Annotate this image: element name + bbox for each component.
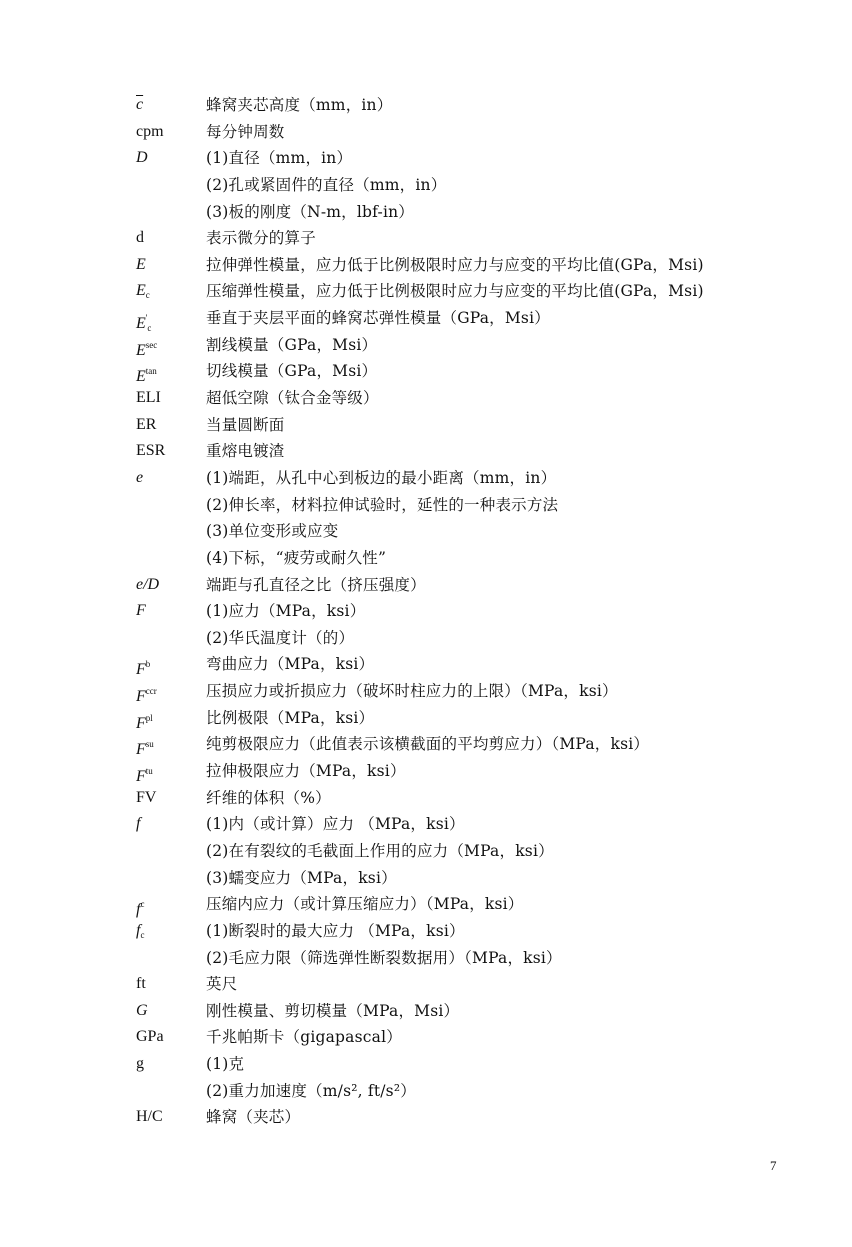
- entry-symbol: [136, 252, 146, 279]
- symbol-entry: [0, 252, 852, 279]
- entry-definition: 刚性模量、剪切模量（MPa，Msi）: [206, 1001, 460, 1020]
- entry-symbol: [136, 438, 165, 465]
- symbol-base: f: [136, 815, 141, 833]
- symbol-entry: [0, 465, 852, 492]
- entry-symbol: [136, 119, 164, 146]
- entry-definition: 千兆帕斯卡（gigapascal）: [206, 1028, 402, 1047]
- entry-definition: (2)在有裂纹的毛截面上作用的应力（MPa，ksi）: [206, 841, 554, 860]
- entry-definition: 超低空隙（钛合金等级）: [206, 389, 379, 408]
- page-number: 7: [770, 1158, 777, 1173]
- entry-definition: 表示微分的算子: [206, 229, 316, 248]
- symbol-entry: [0, 998, 852, 1025]
- entry-definition: 压缩内应力（或计算压缩应力）（MPa，ksi）: [206, 895, 524, 914]
- entry-definition: 割线模量（GPa，Msi）: [206, 335, 378, 354]
- entry-symbol: [136, 811, 140, 838]
- symbol-base: F: [136, 714, 146, 732]
- symbol-entry: [0, 278, 852, 305]
- symbol-superscript: sec: [145, 339, 158, 350]
- symbol-entry: [0, 145, 852, 172]
- symbol-superscript: ccr: [145, 686, 157, 697]
- symbol-entry: [0, 1078, 852, 1105]
- entry-definition: (2)重力加速度（m/s², ft/s²）: [206, 1081, 416, 1100]
- entry-definition: 当量圆断面: [206, 415, 285, 434]
- entry-definition: 纯剪极限应力（此值表示该横截面的平均剪应力）（MPa，ksi）: [206, 735, 650, 754]
- symbol-entry: [0, 518, 852, 545]
- entry-symbol: [136, 145, 148, 172]
- entry-symbol: [136, 412, 156, 439]
- entry-definition: (1)端距，从孔中心到板边的最小距离（mm，in）: [206, 468, 557, 487]
- symbol-base: F: [136, 741, 146, 759]
- entry-definition: 拉伸极限应力（MPa，ksi）: [206, 762, 406, 781]
- entry-symbol: [136, 572, 159, 599]
- symbol-base: ELI: [136, 389, 161, 407]
- entry-definition: (2)伸长率，材料拉伸试验时，延性的一种表示方法: [206, 495, 559, 514]
- symbol-entry: [0, 119, 852, 146]
- entry-definition: (4)下标，“疲劳或耐久性”: [206, 548, 387, 567]
- symbol-subscript: c: [147, 323, 152, 334]
- entry-definition: 英尺: [206, 975, 238, 994]
- entry-definition: (3)板的刚度（N-m，lbf-in）: [206, 202, 414, 221]
- entry-definition: (2)毛应力限（筛选弹性断裂数据用）（MPa，ksi）: [206, 948, 562, 967]
- symbol-base: F: [136, 661, 146, 679]
- symbol-base: H/C: [136, 1108, 163, 1126]
- symbol-entry: [0, 492, 852, 519]
- symbol-base: F: [136, 602, 146, 620]
- entry-symbol: [136, 971, 146, 998]
- symbol-base: FV: [136, 788, 157, 806]
- entry-symbol: [136, 1051, 144, 1078]
- entry-definition: 压缩弹性模量，应力低于比例极限时应力与应变的平均比值(GPa，Msi): [206, 282, 704, 301]
- symbol-subscript: c: [145, 290, 150, 301]
- symbol-base: E: [136, 341, 146, 359]
- symbol-entry: [0, 945, 852, 972]
- symbol-base: E: [136, 255, 146, 273]
- symbol-entry: [0, 838, 852, 865]
- entry-symbol: [136, 598, 146, 625]
- symbol-entry: [0, 731, 852, 758]
- entry-definition: (1)克: [206, 1055, 245, 1074]
- symbol-superscript: tu: [145, 766, 153, 777]
- symbol-entry: [0, 625, 852, 652]
- entry-symbol: [136, 1104, 163, 1131]
- symbol-base: F: [136, 688, 146, 706]
- symbol-entry: [0, 971, 852, 998]
- symbol-superscript: tan: [145, 366, 157, 377]
- entry-symbol: [136, 785, 156, 812]
- entry-definition: (1)应力（MPa，ksi）: [206, 602, 366, 621]
- symbol-base: cpm: [136, 122, 164, 140]
- symbol-base: E: [136, 315, 146, 333]
- entry-definition: 弯曲应力（MPa，ksi）: [206, 655, 375, 674]
- entry-symbol: [136, 92, 143, 119]
- symbol-entry: [0, 1051, 852, 1078]
- entry-definition: 拉伸弹性模量，应力低于比例极限时应力与应变的平均比值(GPa，Msi): [206, 255, 704, 274]
- symbol-entry: [0, 385, 852, 412]
- entry-symbol: [136, 385, 161, 412]
- symbol-entry: [0, 651, 852, 678]
- symbol-base: D: [136, 149, 148, 167]
- symbol-entry: [0, 678, 852, 705]
- entry-symbol: [136, 225, 144, 252]
- symbol-base: ESR: [136, 442, 166, 460]
- entry-definition: (3)单位变形或应变: [206, 522, 339, 541]
- symbol-base: f: [136, 901, 141, 919]
- symbol-entry: [0, 785, 852, 812]
- symbol-base: g: [136, 1055, 144, 1073]
- entry-definition: 端距与孔直径之比（挤压强度）: [206, 575, 426, 594]
- symbol-base: ft: [136, 975, 146, 993]
- symbol-entry: [0, 199, 852, 226]
- entry-definition: 蜂窝（夹芯）: [206, 1108, 301, 1127]
- symbol-entry: [0, 225, 852, 252]
- entry-definition: (2)华氏温度计（的）: [206, 628, 355, 647]
- symbol-base: F: [136, 768, 146, 786]
- entry-symbol: [136, 465, 143, 492]
- symbol-base: f: [136, 921, 141, 939]
- entry-definition: 每分钟周数: [206, 122, 285, 141]
- symbol-superscript: ': [145, 313, 148, 324]
- symbol-entry: [0, 545, 852, 572]
- symbol-entry: [0, 918, 852, 945]
- symbol-entry: [0, 1024, 852, 1051]
- symbol-entry: [0, 811, 852, 838]
- entry-definition: 纤维的体积（%）: [206, 788, 331, 807]
- entry-definition: 垂直于夹层平面的蜂窝芯弹性模量（GPa，Msi）: [206, 309, 550, 328]
- symbol-entry: [0, 705, 852, 732]
- symbol-entry: [0, 412, 852, 439]
- entry-definition: (3)蠕变应力（MPa，ksi）: [206, 868, 397, 887]
- symbol-base: e/D: [136, 575, 160, 593]
- symbol-list: [0, 92, 852, 1131]
- entry-definition: 压损应力或折损应力（破坏时柱应力的上限）（MPa，ksi）: [206, 682, 618, 701]
- entry-symbol: [136, 998, 148, 1025]
- symbol-entry: [0, 92, 852, 119]
- entry-definition: 比例极限（MPa，ksi）: [206, 708, 375, 727]
- symbol-base: GPa: [136, 1028, 164, 1046]
- entry-definition: 切线模量（GPa，Msi）: [206, 362, 378, 381]
- symbol-entry: [0, 438, 852, 465]
- symbol-superscript: pl: [145, 712, 153, 723]
- entry-definition: (1)内（或计算）应力 （MPa，ksi）: [206, 815, 465, 834]
- entry-definition: 重熔电镀渣: [206, 442, 285, 461]
- symbol-base: d: [136, 229, 144, 247]
- symbol-entry: [0, 572, 852, 599]
- entry-definition: (1)断裂时的最大应力 （MPa，ksi）: [206, 921, 465, 940]
- symbol-base: E: [136, 282, 146, 300]
- symbol-entry: [0, 758, 852, 785]
- symbol-entry: [0, 332, 852, 359]
- entry-definition: (2)孔或紧固件的直径（mm，in）: [206, 175, 447, 194]
- symbol-superscript: su: [145, 739, 154, 750]
- symbol-base: E: [136, 368, 146, 386]
- entry-symbol: [136, 1024, 164, 1051]
- symbol-base: ER: [136, 415, 157, 433]
- symbol-entry: [0, 1104, 852, 1131]
- symbol-base: $\overline{c}$: [136, 96, 144, 113]
- symbol-subscript: c: [140, 929, 145, 940]
- symbol-entry: [0, 358, 852, 385]
- symbol-base: e: [136, 468, 144, 486]
- symbol-base: G: [136, 1001, 148, 1019]
- symbol-superscript: b: [145, 659, 151, 670]
- symbol-entry: [0, 172, 852, 199]
- symbol-entry: [0, 305, 852, 332]
- entry-definition: 蜂窝夹芯高度（mm，in）: [206, 96, 393, 114]
- symbol-entry: [0, 891, 852, 918]
- symbol-superscript: c: [140, 899, 145, 910]
- symbol-entry: [0, 598, 852, 625]
- entry-definition: (1)直径（mm，in）: [206, 149, 353, 168]
- symbol-entry: [0, 865, 852, 892]
